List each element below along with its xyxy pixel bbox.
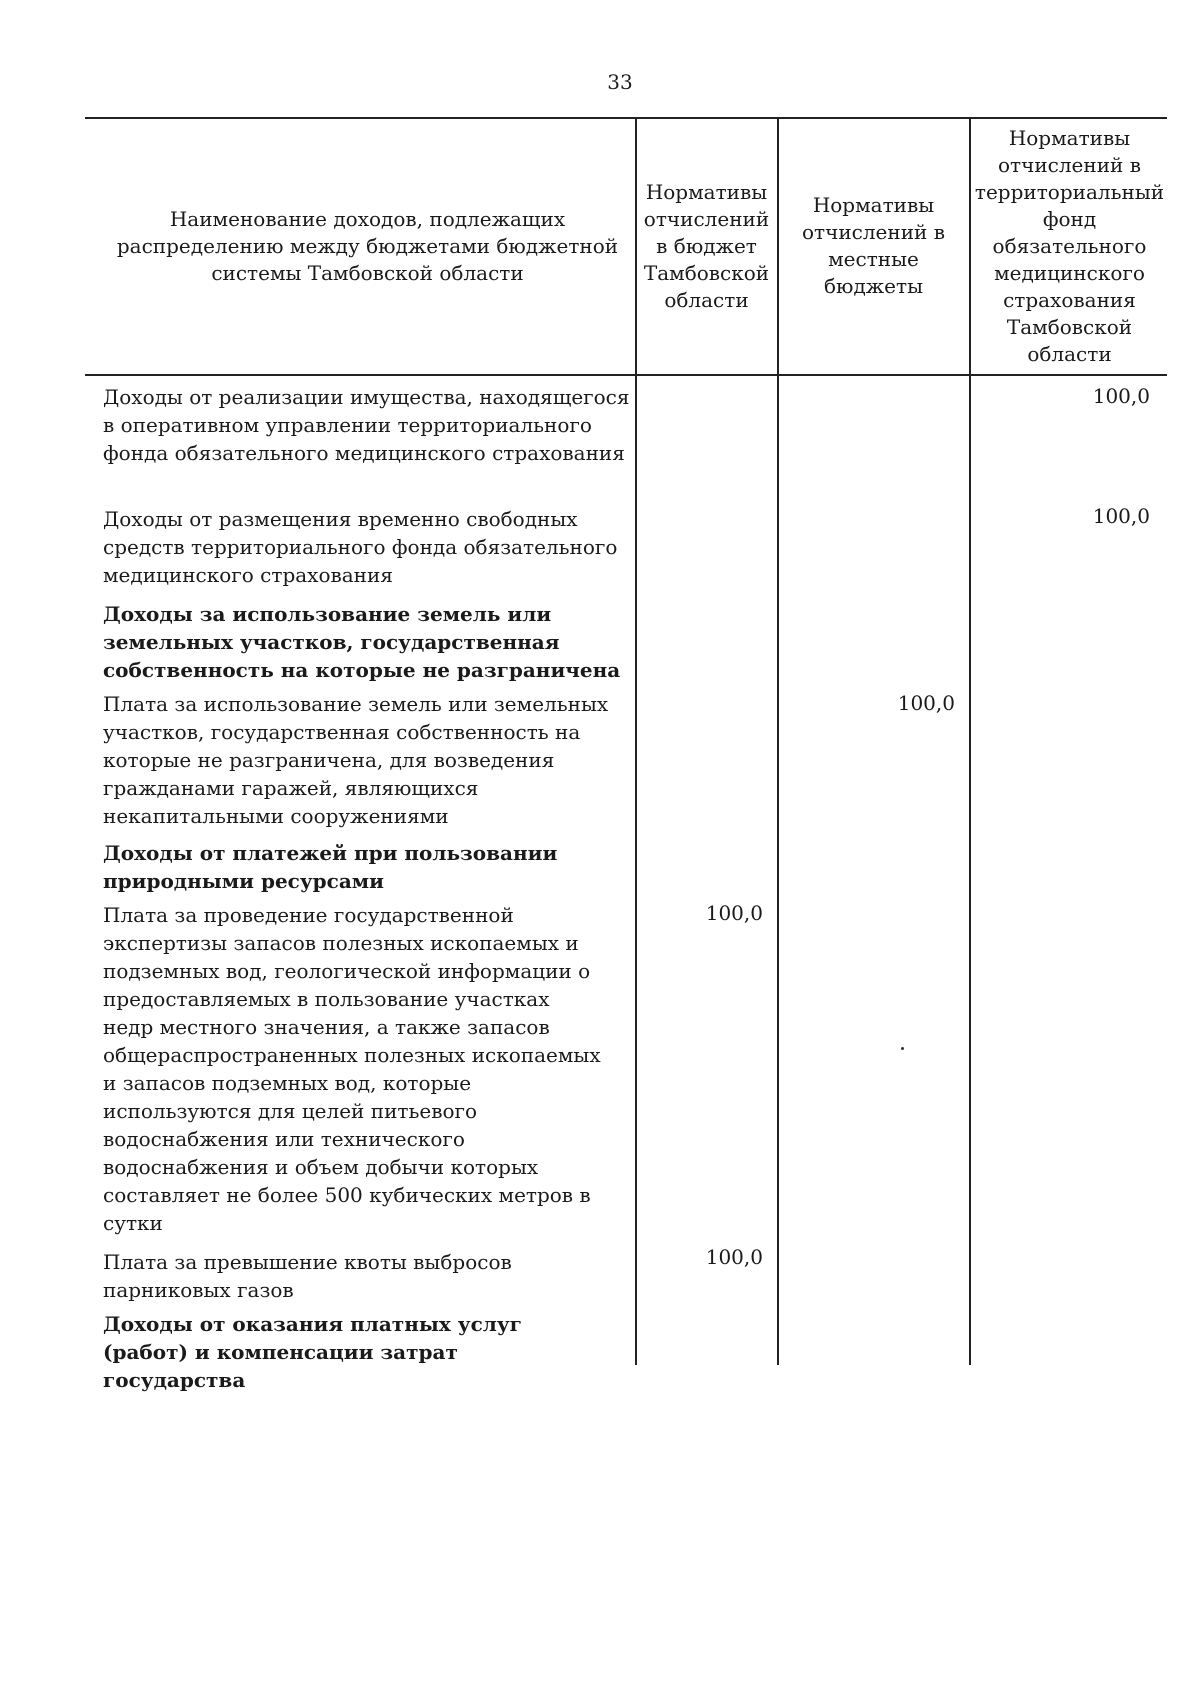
regional-value: 100,0 [705,901,763,925]
header-local-budgets: Нормативы отчислений в местные бюджеты [801,193,945,298]
column-divider-3 [969,118,971,1365]
regional-value: 100,0 [705,1245,763,1269]
column-divider-2 [777,118,779,1365]
header-tfoms: Нормативы отчислений в территориальный фонд обязательного медицинского страхования Тамбовской области [974,125,1165,366]
header-income-name: Наименование доходов, подлежащих распределению между бюджетами бюджетной системы Тамбовской области [116,206,619,285]
row-name: Плата за превышение квоты выбросов парниковых газов [103,1250,512,1302]
tfoms-value: 100,0 [1092,504,1150,528]
row-name: Плата за использование земель или земельных участков, государственная собственность на которые не разграничена, для возведения гражданами гаражей, являющихся некапитальными сооружениями [103,692,609,828]
row-name: Доходы от реализации имущества, находящегося в оперативном управлении территориального фонда обязательного медицинского страхования [103,385,630,465]
scan-speck [901,1047,904,1050]
local-value: 100,0 [897,691,955,715]
page-number: 33 [607,70,633,94]
table-top-border [85,117,1167,119]
column-divider-1 [635,118,637,1365]
row-name: Доходы от размещения временно свободных средств территориального фонда обязательного медицинского страхования [103,507,618,587]
tfoms-value: 100,0 [1092,384,1150,408]
table-header-bottom-border [85,374,1167,376]
row-name: Доходы от платежей при пользовании природными ресурсами [103,841,558,893]
header-regional-budget: Нормативы отчислений в бюджет Тамбовской области [643,179,770,312]
row-name: Доходы от оказания платных услуг (работ) и компенсации затрат государства [103,1312,522,1392]
row-name: Плата за проведение государственной экспертизы запасов полезных ископаемых и подземных вод, геологической информации о предоставляемых в пользование участках недр местного значения, а также запасов общераспространенных полезных ископаемых и запасов подземных вод, которые используются для целей питьевого водоснабжения или технического водоснабжения и объем добычи которых составляет не более 500 кубических метров в сутки [103,903,601,1235]
row-name: Доходы за использование земель или земельных участков, государственная собственность на которые не разграничена [103,602,621,682]
